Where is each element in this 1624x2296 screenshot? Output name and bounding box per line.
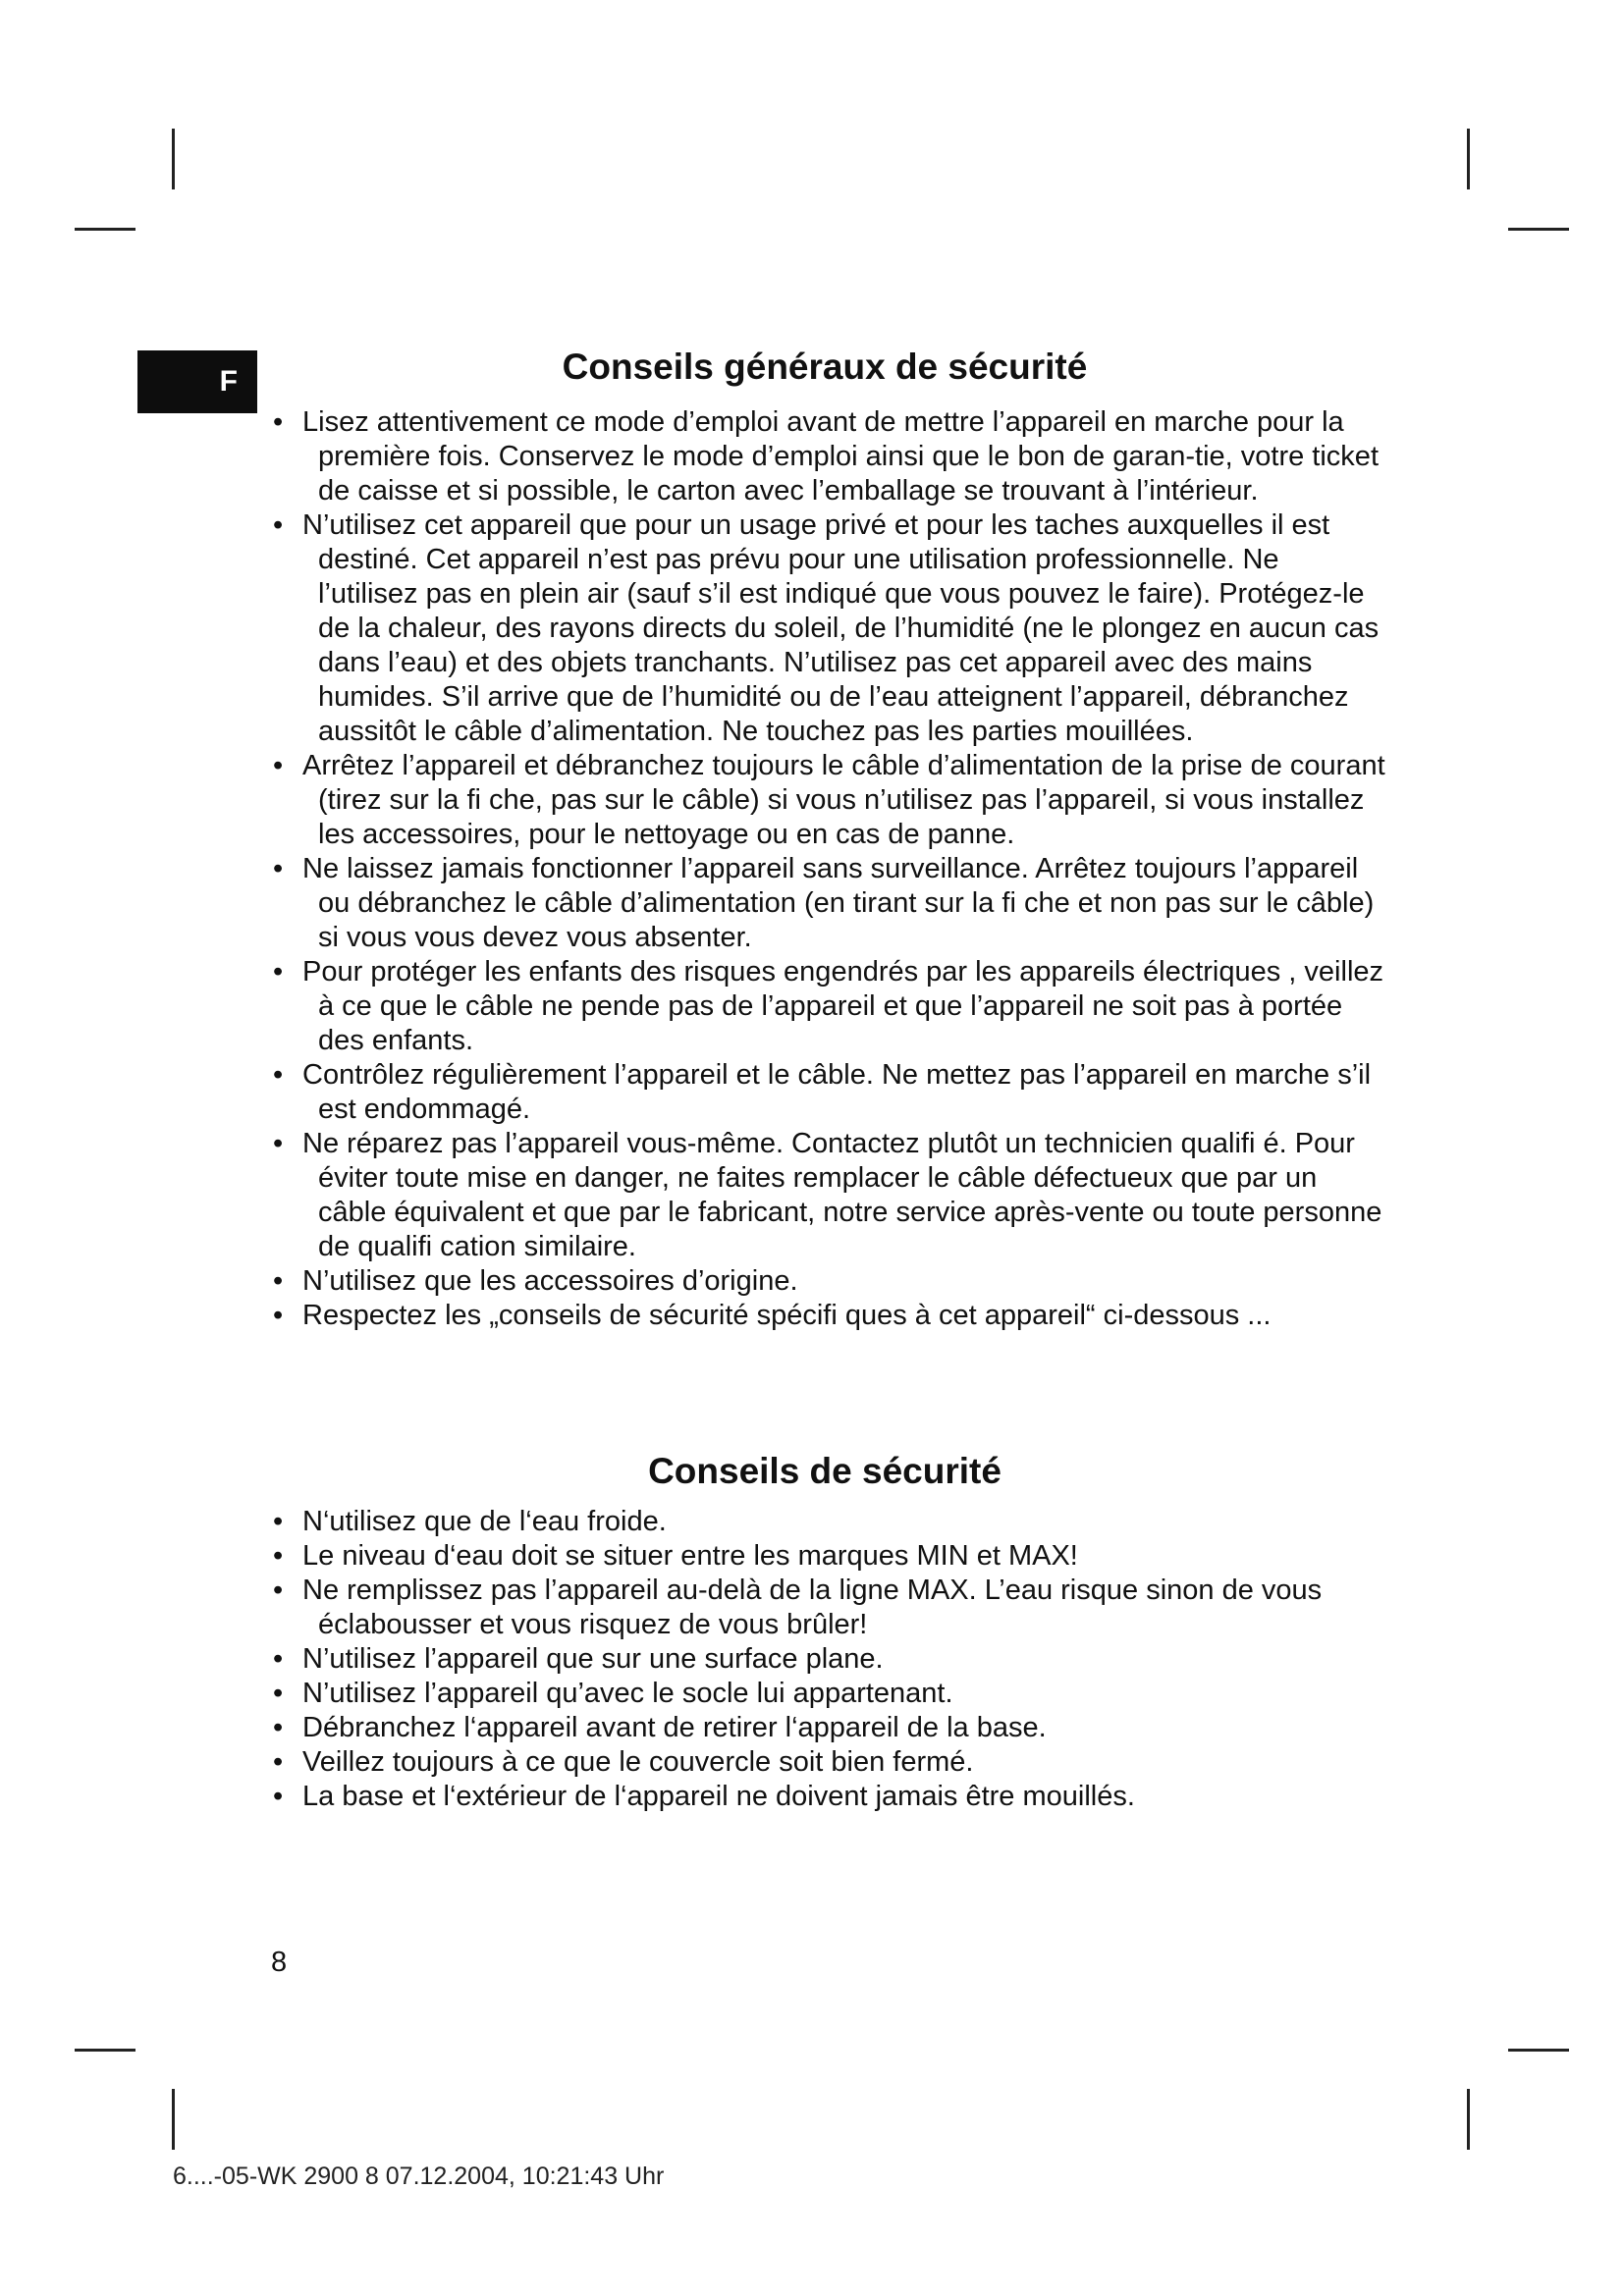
crop-mark-bottom-left-horizontal xyxy=(75,2049,135,2052)
language-tab: F xyxy=(137,350,257,413)
crop-mark-top-left-horizontal xyxy=(75,228,135,231)
list-item: • Ne laissez jamais fonctionner l’appareil sans surveillance. Arrêtez toujours l’appareil ou débranchez le câble d’alimentation (en tirant sur la fi che et non pas sur le câble) si vous vous devez vous absenter. xyxy=(273,853,1375,953)
list-item: • Contrôlez régulièrement l’appareil et le câble. Ne mettez pas l’appareil en marche s’il est endommagé. xyxy=(273,1059,1372,1125)
list-item: • La base et l‘extérieur de l‘appareil ne doivent jamais être mouillés. xyxy=(273,1781,1135,1812)
crop-mark-bottom-left-vertical xyxy=(172,2089,175,2150)
page-number: 8 xyxy=(271,1947,288,1978)
list-item: • Lisez attentivement ce mode d’emploi avant de mettre l’appareil en marche pour la première fois. Conservez le mode d’emploi ainsi que le bon de garan-tie, votre ticket de caisse et si possible, le carton avec l’emballage se trouvant à l’intérieur. xyxy=(273,406,1379,507)
crop-mark-top-right-vertical xyxy=(1467,129,1470,189)
crop-mark-bottom-right-vertical xyxy=(1467,2089,1470,2150)
list-item: • N’utilisez l’appareil que sur une surface plane. xyxy=(273,1643,884,1675)
print-reference-footer: 6....-05-WK 2900 8 07.12.2004, 10:21:43 Uhr xyxy=(173,2163,665,2190)
section-title-safety: Conseils de sécurité xyxy=(648,1451,1001,1491)
list-item: • Ne remplissez pas l’appareil au-delà de la ligne MAX. L’eau risque sinon de vous éclabousser et vous risquez de vous brûler! xyxy=(273,1575,1323,1640)
list-item: • Arrêtez l’appareil et débranchez toujours le câble d’alimentation de la prise de courant (tirez sur la fi che, pas sur le câble) si vous n’utilisez pas l’appareil, si vous installez les accessoires, pour le nettoyage ou en cas de panne. xyxy=(273,750,1385,850)
list-item: • Le niveau d‘eau doit se situer entre les marques MIN et MAX! xyxy=(273,1540,1078,1572)
list-item: • N’utilisez que les accessoires d’origine. xyxy=(273,1265,798,1297)
crop-mark-bottom-right-horizontal xyxy=(1508,2049,1569,2052)
list-item: • Respectez les „conseils de sécurité spécifi ques à cet appareil“ ci-dessous ... xyxy=(273,1300,1272,1331)
safety-list xyxy=(267,1505,1386,1814)
section-title-general-safety: Conseils généraux de sécurité xyxy=(562,347,1088,387)
crop-mark-top-left-vertical xyxy=(172,129,175,189)
list-item: • N’utilisez l’appareil qu’avec le socle lui appartenant. xyxy=(273,1678,953,1709)
crop-mark-top-right-horizontal xyxy=(1508,228,1569,231)
list-item: • Veillez toujours à ce que le couvercle soit bien fermé. xyxy=(273,1746,974,1778)
list-item: • Débranchez l‘appareil avant de retirer l‘appareil de la base. xyxy=(273,1712,1047,1743)
list-item: • Pour protéger les enfants des risques engendrés par les appareils électriques , veillez à ce que le câble ne pende pas de l’appareil et que l’appareil ne soit pas à portée des enfants. xyxy=(273,956,1384,1056)
list-item: • N’utilisez cet appareil que pour un usage privé et pour les taches auxquelles il est destiné. Cet appareil n’est pas prévu pour une utilisation professionnelle. Ne l’utilisez pas en plein air (sauf s’il est indiqué que vous pouvez le faire). Protégez-le de la chaleur, des rayons directs du soleil, de l’humidité (ne le plongez en aucun cas dans l’eau) et des objets tranchants. N’utilisez pas cet appareil avec des mains humides. S’il arrive que de l’humidité ou de l’eau atteignent l’appareil, débranchez aussitôt le câble d’alimentation. Ne touchez pas les parties mouillées. xyxy=(273,509,1380,747)
list-item: • N‘utilisez que de l‘eau froide. xyxy=(273,1506,667,1537)
list-item: • Ne réparez pas l’appareil vous-même. Contactez plutôt un technicien qualifi é. Pour éviter toute mise en danger, ne faites remplacer le câble défectueux que par un câble équivalent et que par le fabricant, notre service après-vente ou toute personne de qualifi cation similaire. xyxy=(273,1128,1382,1262)
general-safety-list xyxy=(267,405,1386,1333)
